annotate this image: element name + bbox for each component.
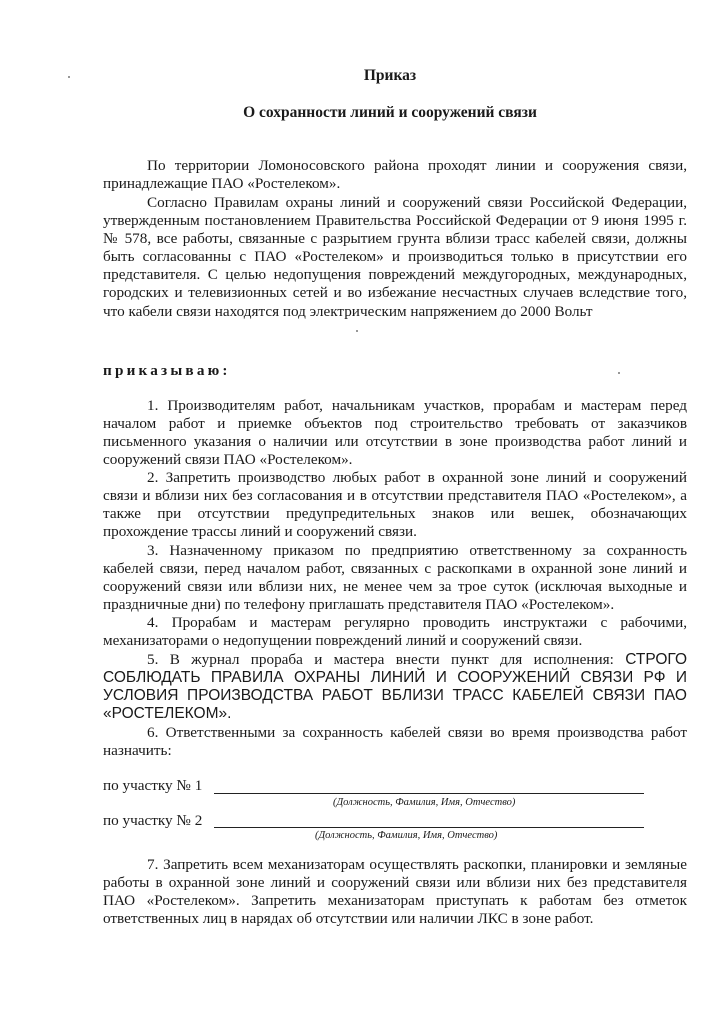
order-item-5-lead: 5. В журнал прораба и мастера внести пункт для исполнения:	[147, 651, 614, 668]
scan-speck	[618, 372, 620, 374]
order-item-6: 6. Ответственными за сохранность кабелей связи во время производства работ назначить:	[103, 724, 687, 760]
assign-row-2-hint: (Должность, Фамилия, Имя, Отчество)	[315, 830, 498, 841]
document-title: Приказ	[363, 67, 417, 84]
order-heading: приказываю:	[103, 362, 231, 379]
document-subtitle: О сохранности линий и сооружений связи	[243, 104, 537, 121]
order-item-5	[103, 651, 687, 723]
intro-paragraph-1: По территории Ломоносовского района проходят линии и сооружения связи, принадлежащие ПАО «Ростелеком».	[103, 157, 687, 193]
assign-row-1-label: по участку № 1	[103, 777, 203, 794]
scan-speck	[356, 330, 358, 332]
order-item-7: 7. Запретить всем механизаторам осуществлять раскопки, планировки и земляные работы в охранной зоне линий и сооружений связи или вблизи них без представителя ПАО «Ростелеком». Запретить механизаторам приступать к работам без отметок ответственных лиц в нарядах об отсутствии или наличии ЛКС в зоне работ.	[103, 856, 687, 928]
scan-speck	[68, 76, 70, 78]
order-item-2: 2. Запретить производство любых работ в охранной зоне линий и сооружений связи и вблизи них без согласования и в отсутствии представителя ПАО «Ростелеком», а также при отсутствии предупредительных знаков или вешек, обозначающих прохождение трассы линий и сооружений связи.	[103, 469, 687, 541]
order-item-5-caps: СТРОГО СОБЛЮДАТЬ ПРАВИЛА ОХРАНЫ ЛИНИЙ И СООРУЖЕНИЙ СВЯЗИ РФ И УСЛОВИЯ ПРОИЗВОДСТВА РАБОТ ВБЛИЗИ ТРАСС КАБЕЛЕЙ СВЯЗИ ПАО «РОСТЕЛЕКОМ».	[103, 651, 687, 723]
order-item-4: 4. Прорабам и мастерам регулярно проводить инструктажи с рабочими, механизаторами о недопущении повреждений линий и сооружений связи.	[103, 614, 687, 650]
intro-paragraph-2: Согласно Правилам охраны линий и сооружений связи Российской Федерации, утвержденным постановлением Правительства Российской Федерации от 9 июня 1995 г. № 578, все работы, связанные с разрытием грунта вблизи трасс кабелей связи, должны быть согласованны с ПАО «Ростелеком» и производиться только в присутствии его представителя. С целью недопущения повреждений междугородных, международных, городских и телевизионных сетей и во избежание несчастных случаев вследствие того, что кабели связи находятся под электрическим напряжением до 2000 Вольт	[103, 194, 687, 320]
assign-row-2-blank-line	[214, 827, 644, 828]
assign-row-1-hint: (Должность, Фамилия, Имя, Отчество)	[333, 797, 516, 808]
order-item-1: 1. Производителям работ, начальникам участков, прорабам и мастерам перед началом работ и приемке объектов под строительство требовать от заказчиков письменного указания о наличии или отсутствии в зоне производства работ линий и сооружений связи ПАО «Ростелеком».	[103, 397, 687, 469]
assign-row-2-label: по участку № 2	[103, 812, 203, 829]
order-item-3: 3. Назначенному приказом по предприятию ответственному за сохранность кабелей связи, перед началом работ, связанных с раскопками в охранной зоне линий и сооружений связи или вблизи них, не менее чем за трое суток (исключая выходные и праздничные дни) по телефону приглашать представителя ПАО «Ростелеком».	[103, 542, 687, 614]
assign-row-1-blank-line	[214, 793, 644, 794]
